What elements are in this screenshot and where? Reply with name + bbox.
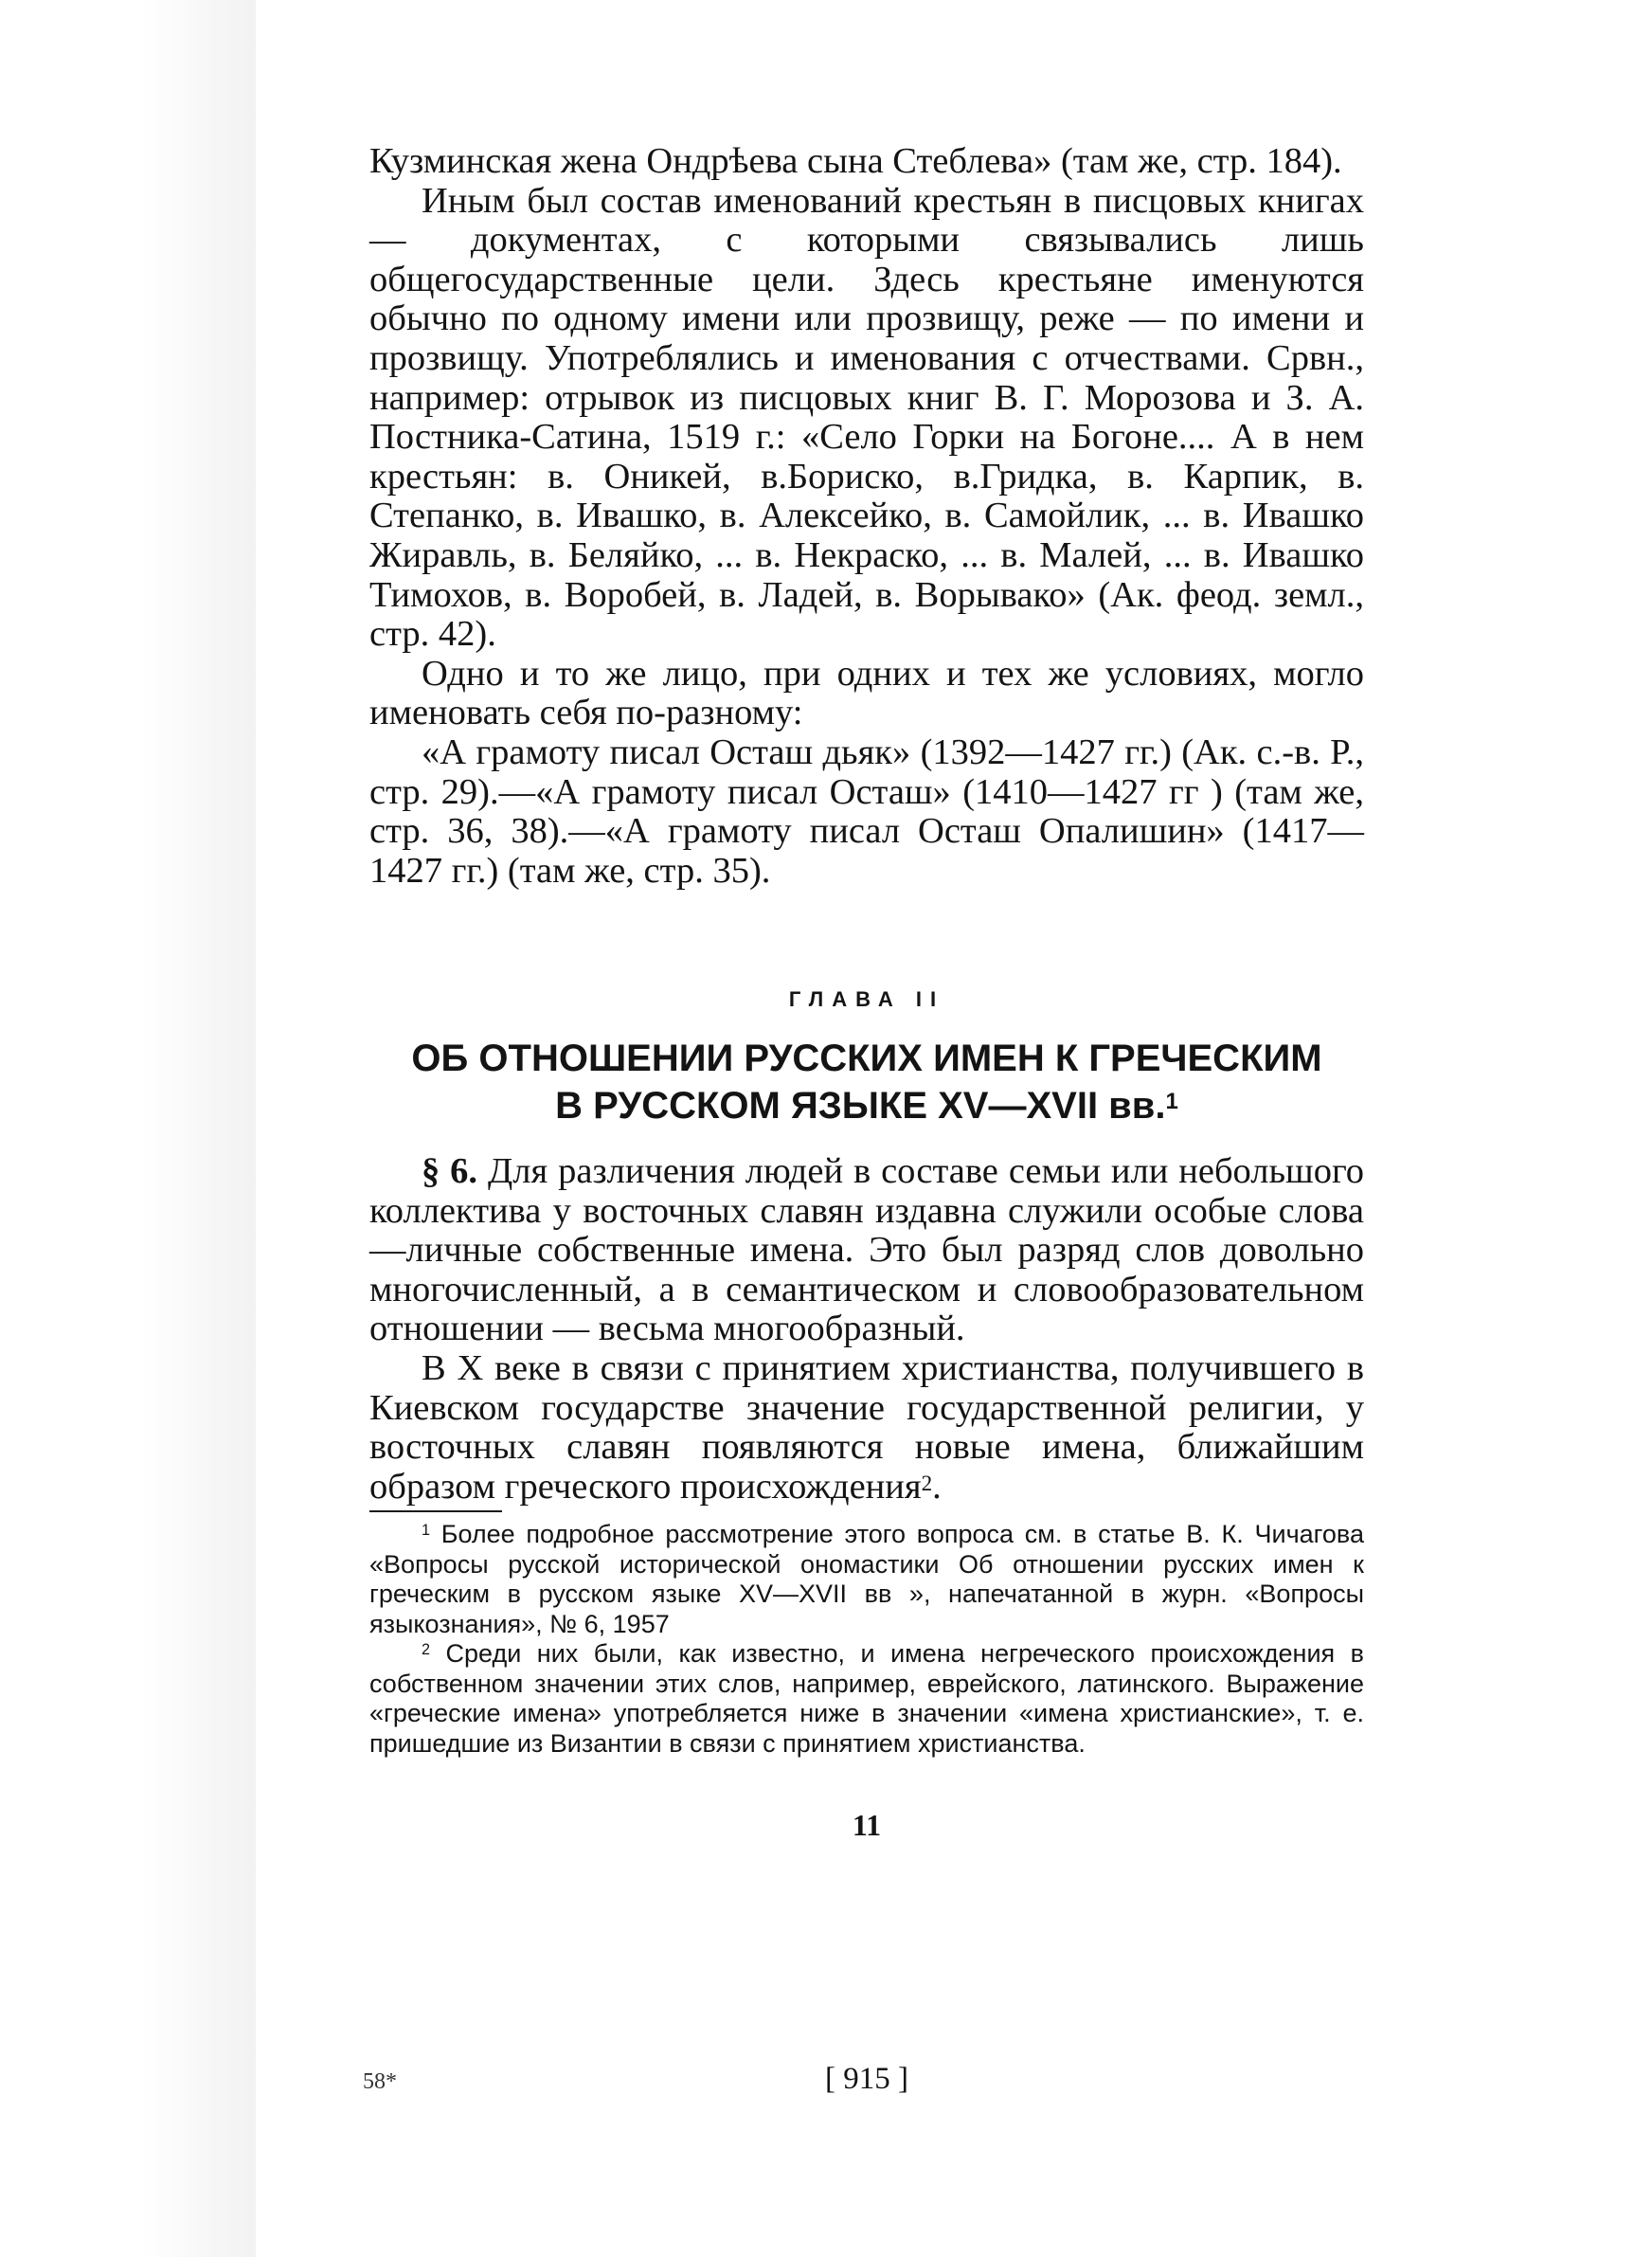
- chapter-title: [369, 1035, 1364, 1129]
- footnote-1: [369, 1520, 1364, 1639]
- chapter-title-line-2: [369, 1082, 1364, 1129]
- paragraph-2-end: .: [932, 1466, 942, 1507]
- footnote-1-mark: 1: [422, 1522, 431, 1539]
- section-6-paragraph-2-text: В X веке в связи с принятием христианства, получившего в Киевском государстве значение государственной религии, у восточных славян появляются новые имена, ближайшим образом греческого происхождения: [369, 1347, 1364, 1507]
- footnotes: [369, 1520, 1364, 1759]
- page-number: 11: [852, 1808, 882, 1842]
- chapter-title-line-1: ОБ ОТНОШЕНИИ РУССКИХ ИМЕН К ГРЕЧЕСКИМ: [411, 1038, 1322, 1079]
- footnote-1-text: Более подробное рассмотрение этого вопроса см. в статье В. К. Чичагова «Вопросы русской исторической ономастики Об отношении русских имен к греческим в русском языке XV—XVII вв », напечатанной в журн. «Вопросы языкознания», № 6, 1957: [369, 1520, 1364, 1638]
- footnote-2-text: Среди них были, как известно, и имена негреческого происхождения в собственном значении этих слов, например, еврейского, латинского. Выражение «греческие имена» употребляется ниже в значении «имена христианские», т. е. пришедшие из Византии в связи с принятием христианства.: [369, 1639, 1364, 1758]
- footnote-divider: [369, 1510, 502, 1512]
- paragraph-footnote-mark: 2: [921, 1470, 933, 1495]
- quote-gramota: «А грамоту писал Осташ дьяк» (1392—1427 гг.) (Ак. с.-в. Р., стр. 29).—«А грамоту писал Осташ» (1410—1427 гг ) (там же, стр. 36, 38).—«А грамоту писал Осташ Опалишин» (1417—1427 гг.) (там же, стр. 35).: [369, 731, 1364, 891]
- section-marker: § 6.: [422, 1151, 478, 1191]
- chapter-title-footnote-mark: 1: [1165, 1089, 1178, 1114]
- paragraph-continuation: Кузминская жена Ондрѣева сына Стеблева» (там же, стр. 184).: [369, 141, 1342, 181]
- footnote-2-mark: 2: [422, 1641, 431, 1658]
- section-6-paragraph-1-text: Для различения людей в составе семьи или небольшого коллектива у восточных славян издавна служили особые слова —личные собственные имена. Это был разряд слов довольно многочисленный, а в семантическом и словообразовательном отношении — весьма многообразный.: [369, 1151, 1365, 1349]
- chapter-title-line-2-text: В РУССКОМ ЯЗЫКЕ XV—XVII вв.: [555, 1085, 1166, 1127]
- paragraph-odno-litso: Одно и то же лицо, при одних и тех же условиях, могло именовать себя по-разному:: [369, 653, 1364, 733]
- main-text: [369, 142, 1364, 891]
- paragraph-pistsovye-knigi: Иным был состав именований крестьян в писцовых книгах — документах, с которыми связывались лишь общегосударственные цели. Здесь крестьяне именуются обычно по одному имени или прозвищу, реже — по имени и прозвищу. Употреблялись и именования с отчествами. Срвн., например: отрывок из писцовых книг В. Г. Морозова и З. А. Постника-Сатина, 1519 г.: «Село Горки на Богоне.... А в нем крестьян: в. Оникей, в.Бориско, в.Гридка, в. Карпик, в. Степанко, в. Ивашко, в. Алексейко, в. Самойлик, ... в. Ивашко Жиравль, в. Беляйко, ... в. Некраско, ... в. Малей, ... в. Ивашко Тимохов, в. Воробей, в. Ладей, в. Ворывако» (Ак. феод. земл., стр. 42).: [369, 180, 1364, 655]
- volume-page-number: [ 915 ]: [825, 2062, 908, 2096]
- section-6-paragraph-2: [369, 1349, 1364, 1507]
- section-6-paragraph-1: [369, 1152, 1364, 1349]
- chapter-label: ГЛАВА II: [788, 987, 945, 1011]
- footnote-2: [369, 1639, 1364, 1759]
- section-6: [369, 1152, 1364, 1507]
- scan-margin-shade: [0, 0, 256, 2257]
- signature-mark: 58*: [363, 2069, 397, 2094]
